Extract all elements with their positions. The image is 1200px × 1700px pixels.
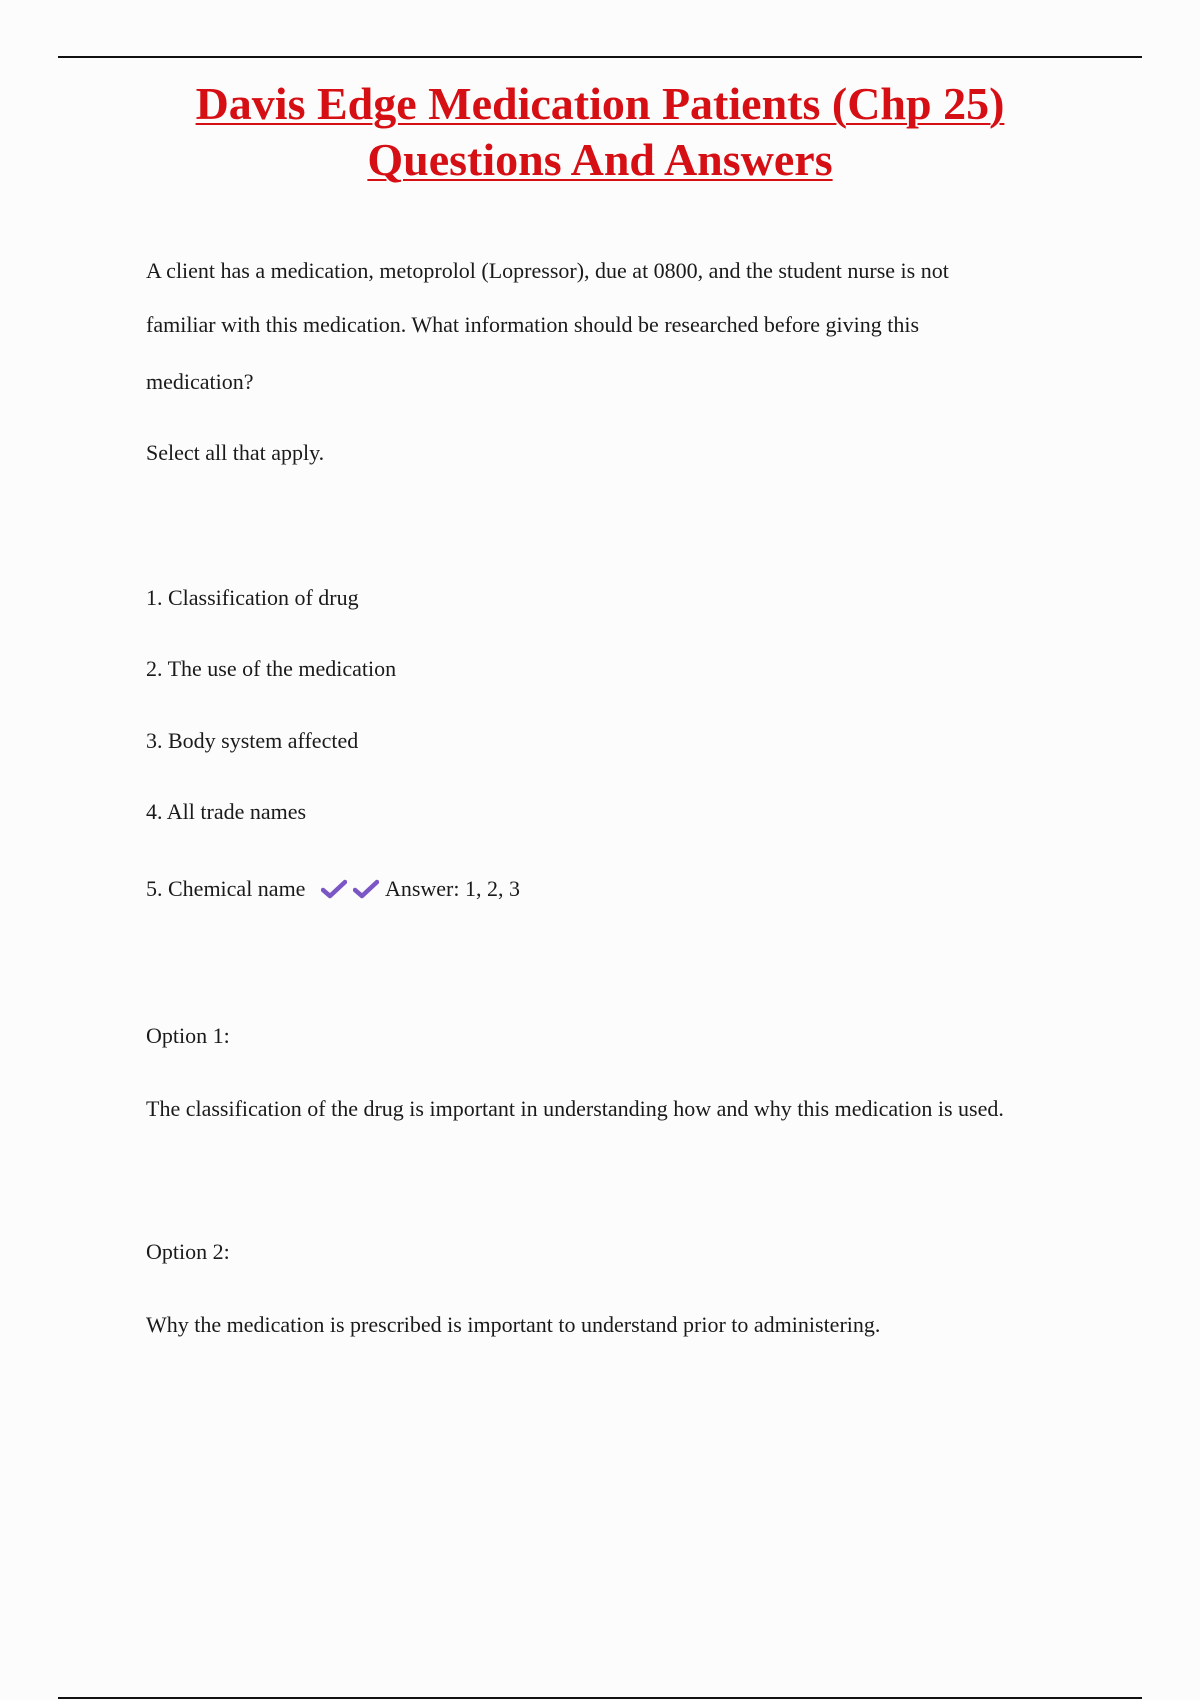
option-item-5: 5. Chemical name (146, 876, 306, 901)
top-rule (58, 56, 1142, 58)
question-line-2: familiar with this medication. What information should be researched before giving this (146, 312, 920, 337)
explanation-label-2: Option 2: (146, 1239, 230, 1264)
title-line-2: Questions And Answers (367, 134, 833, 185)
question-line-1: A client has a medication, metoprolol (Lopressor), due at 0800, and the student nurse is not (146, 258, 949, 283)
check-icon (321, 879, 347, 899)
explanation-text-2: Why the medication is prescribed is important to understand prior to administering. (146, 1312, 881, 1337)
check-icon (353, 879, 379, 899)
option-item-2: 2. The use of the medication (146, 656, 397, 681)
option-item-4: 4. All trade names (146, 799, 307, 824)
option-item-1: 1. Classification of drug (146, 585, 359, 610)
option-item-3: 3. Body system affected (146, 728, 359, 753)
question-line-3: medication? (146, 369, 254, 394)
title-line-1: Davis Edge Medication Patients (Chp 25) (195, 78, 1005, 129)
bottom-rule (58, 1697, 1142, 1699)
page-title (60, 76, 1140, 188)
answer-text: Answer: 1, 2, 3 (384, 876, 520, 901)
option-item-5-with-answer (146, 876, 520, 902)
explanation-text-1: The classification of the drug is important in understanding how and why this medication is used. (146, 1096, 1004, 1121)
question-instruction: Select all that apply. (146, 440, 325, 465)
explanation-label-1: Option 1: (146, 1023, 230, 1048)
